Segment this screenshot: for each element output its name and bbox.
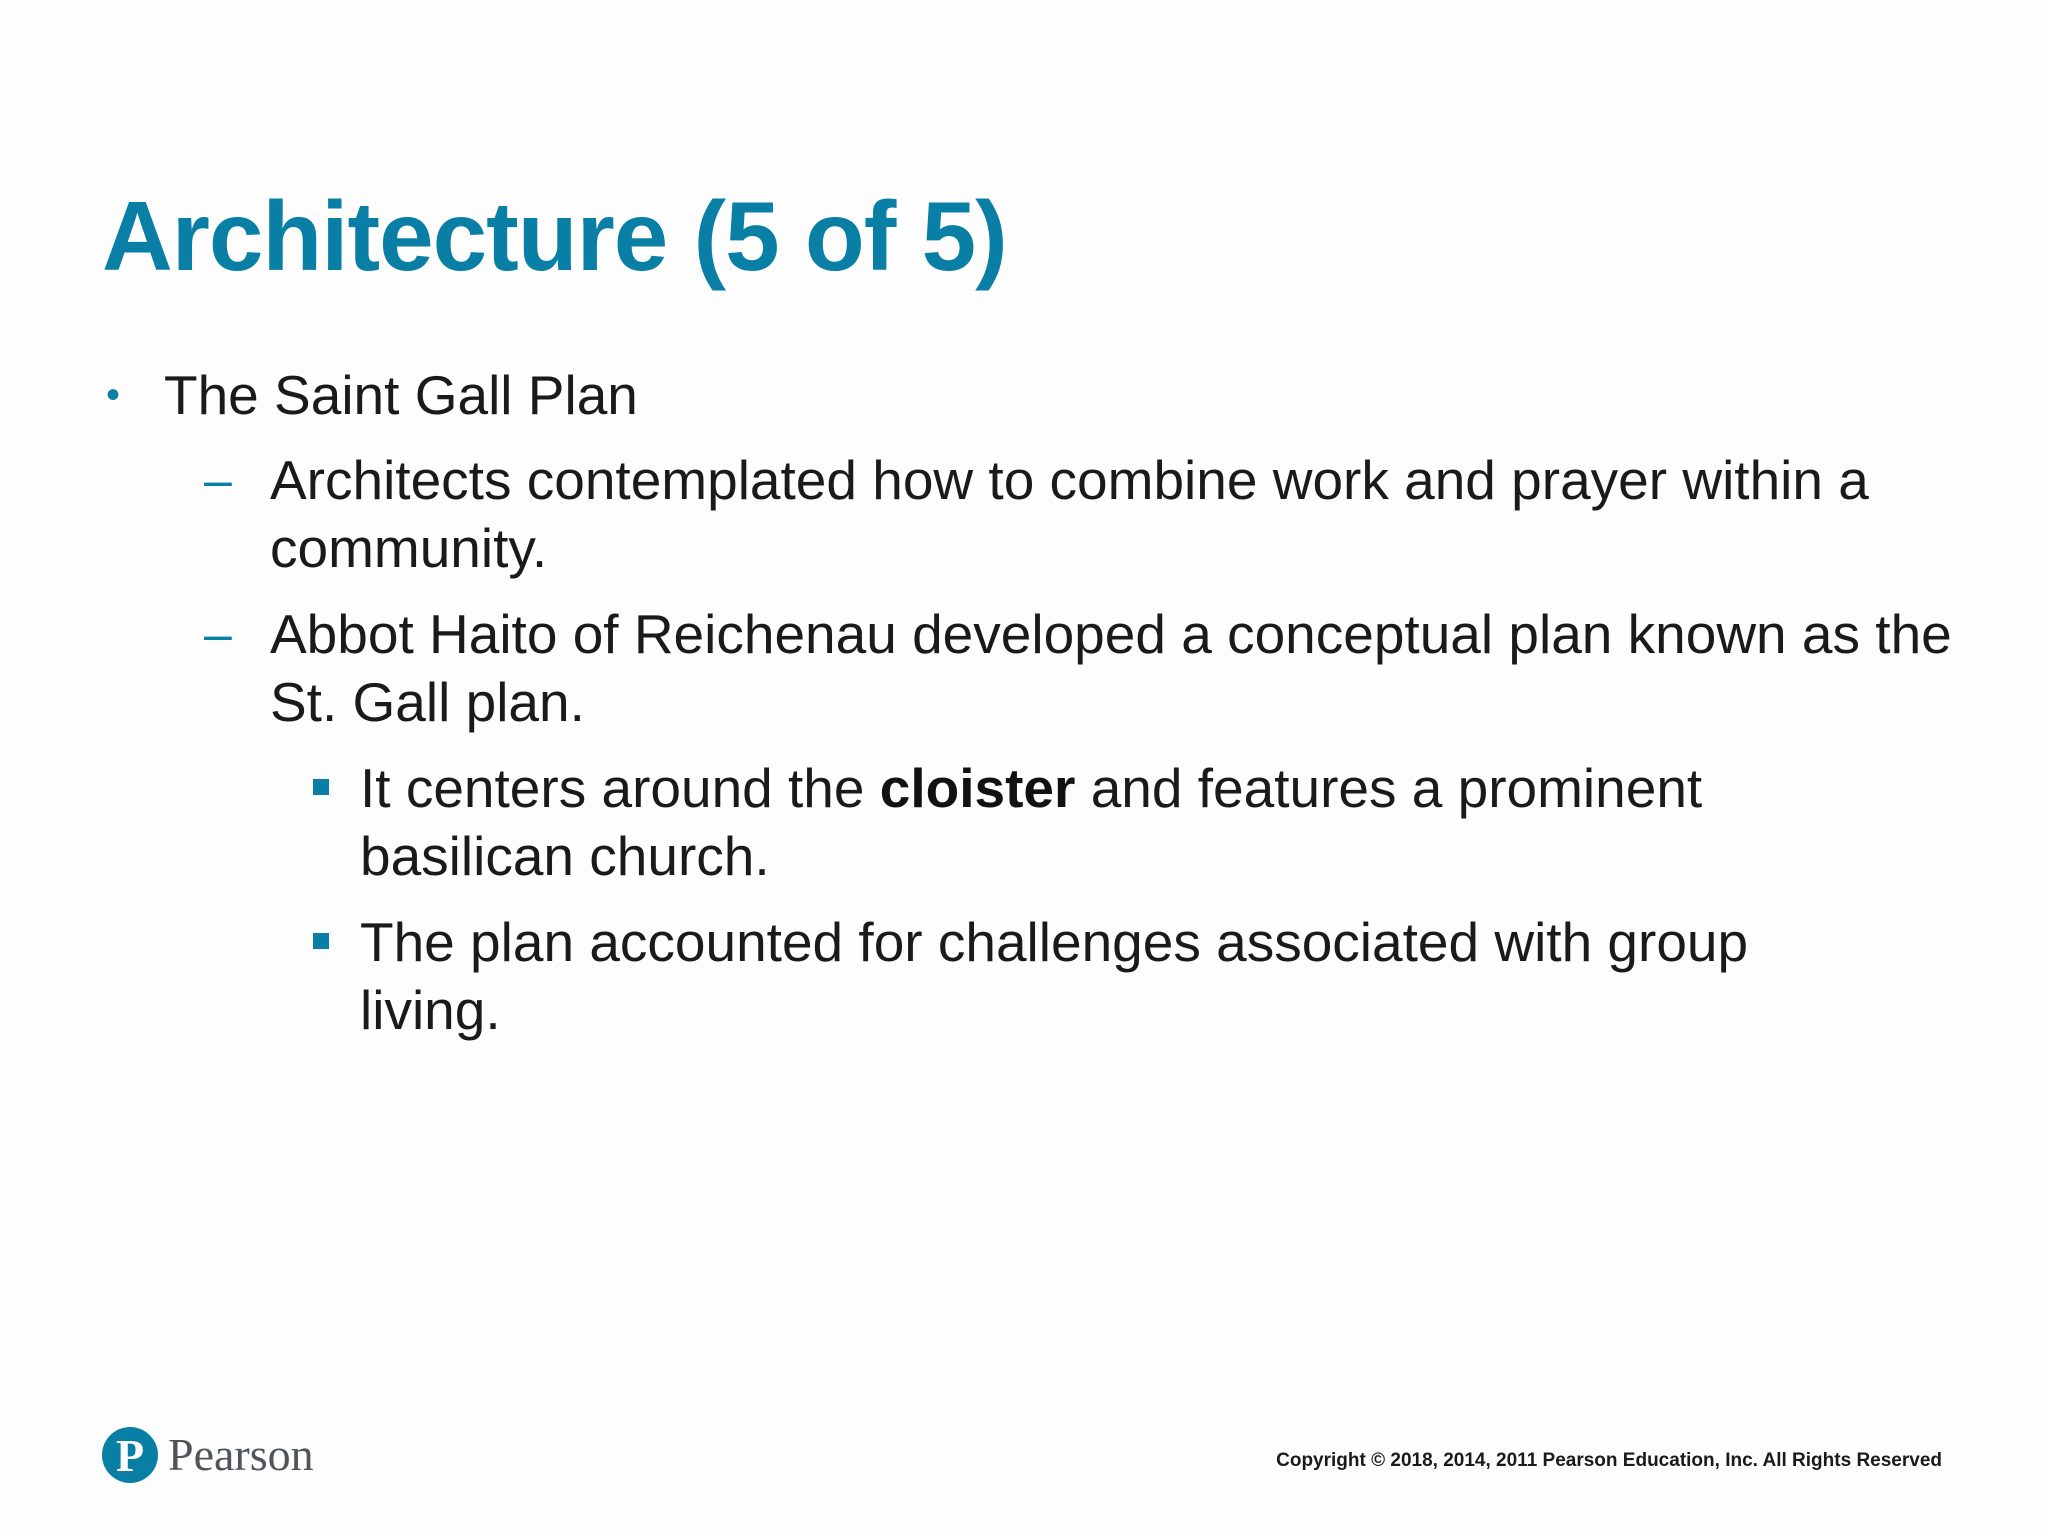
bullet-level3-text: The plan accounted for challenges associated with group living. [360,911,1749,1041]
bold-term-cloister: cloister [879,757,1076,819]
text-segment: It centers around the [360,757,880,819]
bullet-level1 [102,361,1064,429]
pearson-wordmark: Pearson [168,1429,314,1480]
bullet-dot-icon: • [106,373,121,417]
bullet-level2 [204,446,1990,582]
text-segment: and features a prominent basilican church. [360,757,1703,887]
bullet-level3 [310,908,1880,1044]
bullet-level3-text [360,754,1880,890]
pearson-logo [102,1427,314,1483]
slide-title: Architecture (5 of 5) [102,181,1007,291]
pearson-p-icon: P [102,1427,158,1483]
bullet-level3 [310,754,1880,890]
dash-icon: – [204,452,232,508]
bullet-level2 [204,600,1990,736]
square-bullet-icon [310,908,360,976]
copyright-notice: Copyright © 2018, 2014, 2011 Pearson Education, Inc. All Rights Reserved [1276,1450,1942,1471]
bullet-level2-text: Abbot Haito of Reichenau developed a conceptual plan known as the St. Gall plan. [270,603,1952,733]
bullet-level1-text: The Saint Gall Plan [164,364,638,426]
dash-icon: – [204,606,232,662]
bullet-level2-text: Architects contemplated how to combine work and prayer within a community. [270,449,1869,579]
square-bullet-icon [310,754,360,822]
